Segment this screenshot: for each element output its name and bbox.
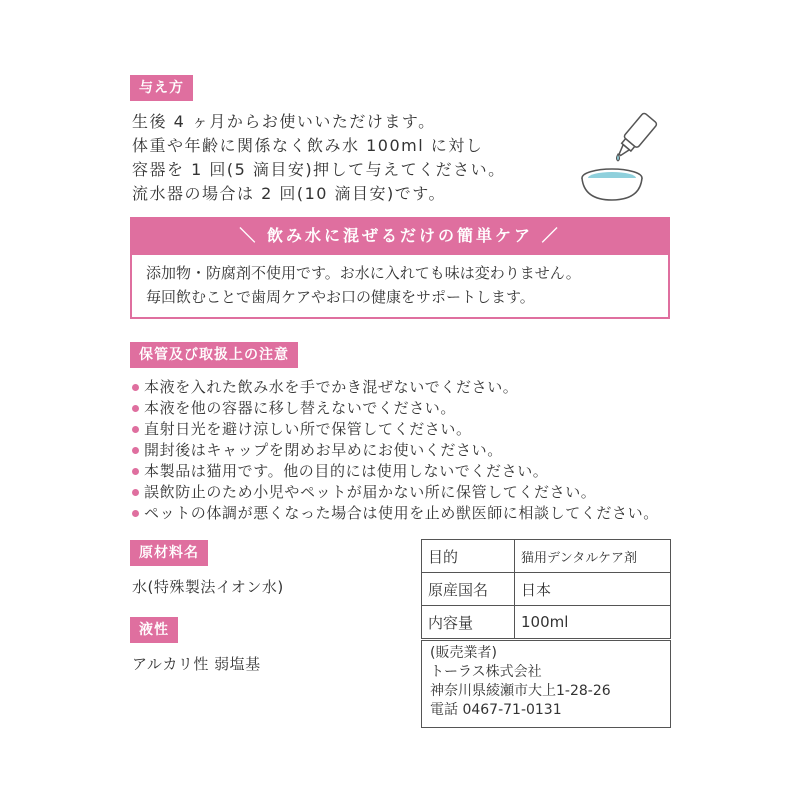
- bullet-icon: [132, 468, 139, 475]
- water-bowl-icon: [582, 169, 642, 200]
- liquid-tag: 液性: [130, 617, 178, 643]
- table-value: 猫用デンタルケア剤: [515, 540, 671, 573]
- table-row: [422, 606, 671, 639]
- bullet-icon: [132, 510, 139, 517]
- care-line: 添加物・防腐剤不使用です。お水に入れても味は変わりません。: [146, 264, 581, 282]
- usage-line: 容器を 1 回(5 滴目安)押して与えてください。: [132, 160, 506, 179]
- list-item: ペットの体調が悪くなった場合は使用を止め獣医師に相談してください。: [132, 503, 659, 524]
- seller-line: トーラス株式会社: [430, 664, 542, 680]
- table-row: [422, 573, 671, 606]
- list-item: 直射日光を避け涼しい所で保管してください。: [132, 419, 659, 440]
- seller-line: 電話 0467-71-0131: [430, 702, 562, 718]
- usage-line: 生後 4 ヶ月からお使いいただけます。: [132, 112, 436, 131]
- bullet-icon: [132, 384, 139, 391]
- list-item: 本製品は猫用です。他の目的には使用しないでください。: [132, 461, 659, 482]
- bullet-icon: [132, 489, 139, 496]
- care-heading: ＼ 飲み水に混ぜるだけの簡単ケア ／: [130, 217, 670, 255]
- usage-tag: 与え方: [130, 75, 193, 101]
- table-key: 内容量: [422, 606, 515, 639]
- bullet-icon: [132, 447, 139, 454]
- info-table: [421, 539, 671, 639]
- usage-line: 流水器の場合は 2 回(10 滴目安)です。: [132, 184, 447, 203]
- bullet-icon: [132, 405, 139, 412]
- storage-list: [132, 377, 659, 524]
- table-value: 日本: [515, 573, 671, 606]
- list-item: 本液を他の容器に移し替えないでください。: [132, 398, 659, 419]
- list-item: 誤飲防止のため小児やペットが届かない所に保管してください。: [132, 482, 659, 503]
- ingredients-tag: 原材料名: [130, 540, 208, 566]
- usage-line: 体重や年齢に関係なく飲み水 100ml に対し: [132, 136, 484, 155]
- care-line: 毎回飲むことで歯周ケアやお口の健康をサポートします。: [146, 288, 535, 306]
- list-item: 本液を入れた飲み水を手でかき混ぜないでください。: [132, 377, 659, 398]
- seller-box: [421, 640, 671, 728]
- usage-text: [132, 110, 506, 206]
- dropper-bottle-icon: [613, 112, 658, 161]
- dropper-bowl-illustration: [572, 108, 672, 212]
- liquid-value: アルカリ性 弱塩基: [132, 655, 261, 673]
- list-item: 開封後はキャップを閉めお早めにお使いください。: [132, 440, 659, 461]
- bullet-icon: [132, 426, 139, 433]
- seller-line: (販売業者): [430, 645, 497, 661]
- seller-line: 神奈川県綾瀬市大上1-28-26: [430, 683, 611, 699]
- table-key: 原産国名: [422, 573, 515, 606]
- table-value: 100ml: [515, 606, 671, 639]
- table-row: [422, 540, 671, 573]
- storage-tag: 保管及び取扱上の注意: [130, 342, 298, 368]
- care-box: [130, 255, 670, 319]
- ingredients-value: 水(特殊製法イオン水): [132, 578, 284, 596]
- table-key: 目的: [422, 540, 515, 573]
